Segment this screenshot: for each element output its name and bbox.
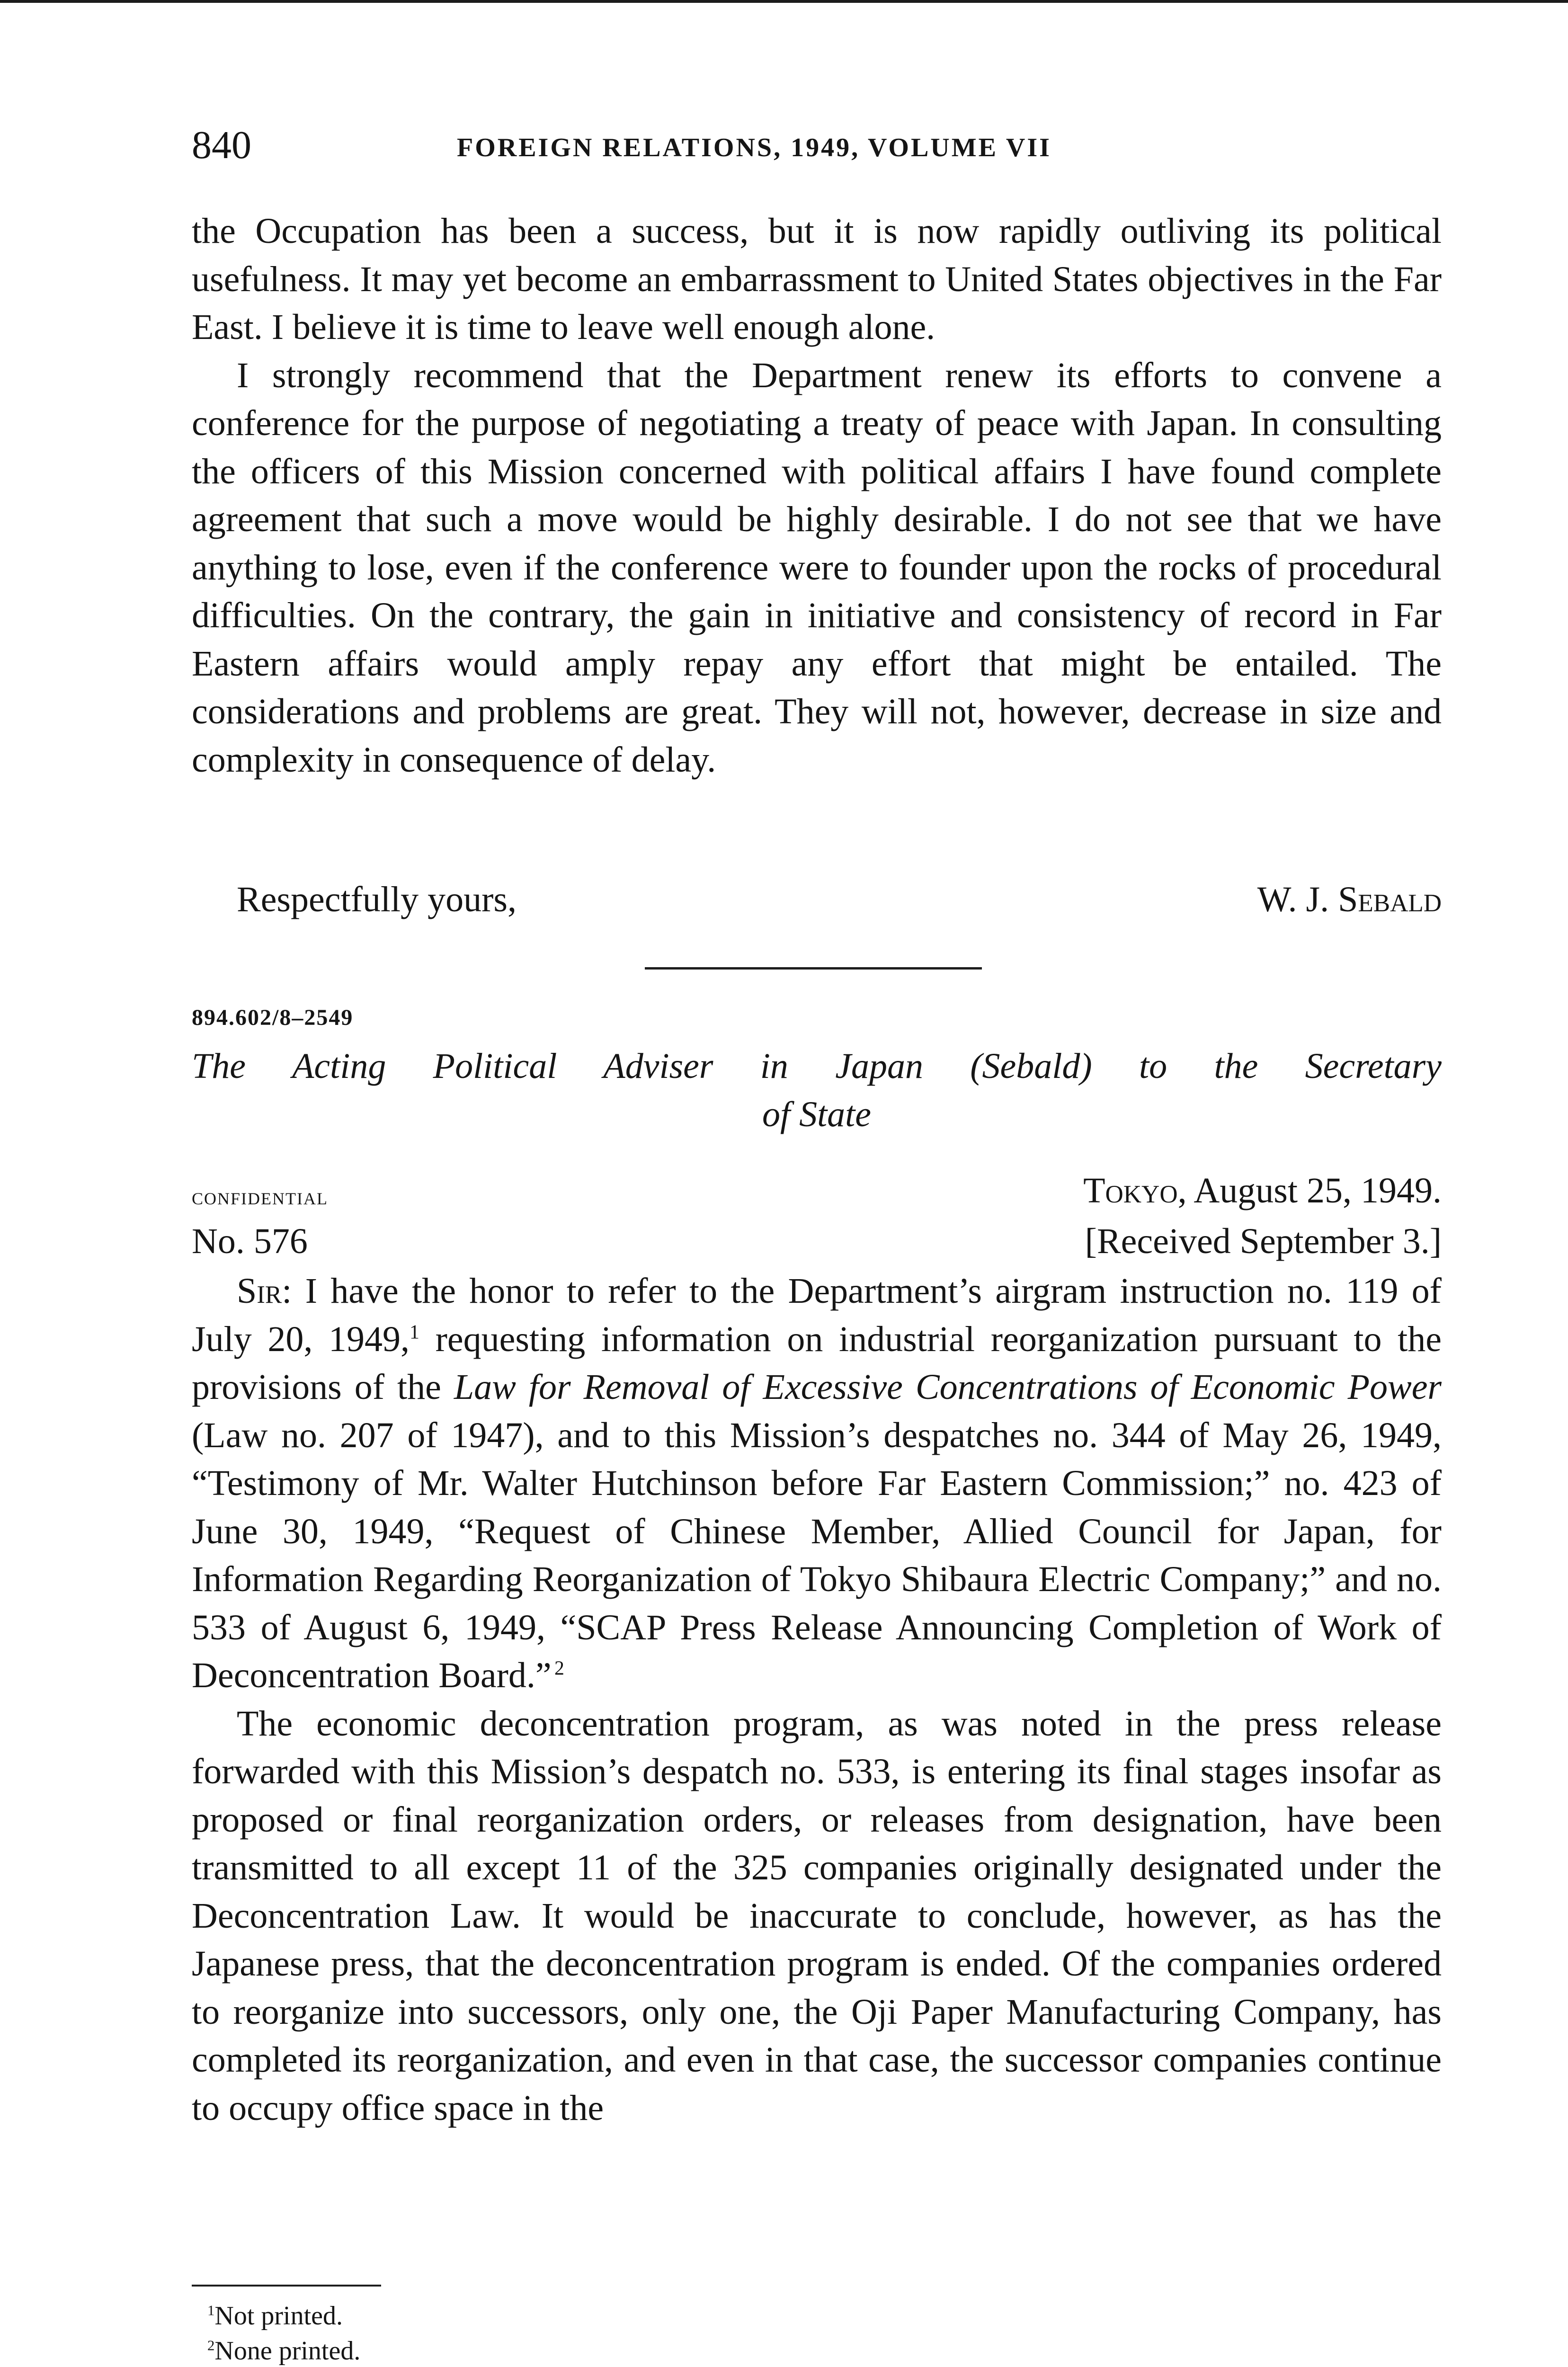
document-separator	[645, 967, 982, 970]
running-head	[192, 119, 1205, 171]
signature: W. J. Sebald	[1257, 880, 1442, 919]
footnote-ref-1: 1	[410, 1321, 419, 1344]
footnote-text-1: Not printed.	[214, 2301, 343, 2331]
recommendation-paragraph: I strongly recommend that the Department renew its efforts to convene a conference for the purpose of negotiating a treaty of peace with Japan. In consulting the officers of this Mission concerned with political affairs I have found complete agreement that such a move would be highly desirable. I do not see that we have anything to lose, even if the conference were to founder upon the rocks of procedural difficulties. On the contrary, the gain in initiative and consistency of record in Far Eastern affairs would amply repay any effort that might be entailed. The considerations and problems are great. They will not, however, decrease in size and complexity in consequence of delay.	[192, 355, 1442, 780]
footnotes	[207, 2298, 360, 2367]
law-title: Law for Removal of Excessive Concentrations of Economic Power	[454, 1367, 1442, 1407]
footnote-1	[207, 2298, 360, 2333]
paragraph-1-text-a: : I have the honor to refer to the Department’s airgram instruction no. 119 of July 20, 1949,	[192, 1271, 1442, 1359]
body-paragraph-1	[192, 1267, 1442, 1700]
footnote-rule	[192, 2285, 381, 2287]
body-paragraph-2: The economic deconcentration program, as was noted in the press release forwarded with this Mission’s despatch no. 533, is entering its final stages insofar as proposed or final reorganization orders, or releases from designation, have been transmitted to all except 11 of the 325 companies originally designated under the Deconcentration Law. It would be inaccurate to conclude, however, as has the Japanese press, that the deconcentration program is ended. Of the companies ordered to reorganize into successors, only one, the Oji Paper Manufacturing Company, has completed its reorganization, and even in that case, the successor companies continue to occupy office space in the	[192, 1703, 1442, 2128]
heading-line-1: The Acting Political Adviser in Japan (Sebald) to the Secretary	[192, 1046, 1442, 1086]
publication-title: FOREIGN RELATIONS, 1949, VOLUME VII	[457, 133, 1051, 162]
paragraph-1-text-b: requesting information on industrial reorganization pursuant to the provisions of the	[192, 1319, 1442, 1407]
heading-line-2: of State	[762, 1095, 872, 1134]
document-heading	[192, 1042, 1442, 1139]
place-date	[1083, 1167, 1442, 1214]
received-date: [Received September 3.]	[1085, 1221, 1442, 1261]
document-body	[192, 1267, 1442, 2132]
salutation: Sir	[237, 1271, 282, 1311]
closing-line	[237, 876, 1442, 925]
footnote-text-2: None printed.	[214, 2336, 361, 2366]
place: Tokyo	[1083, 1171, 1178, 1210]
date: , August 25, 1949.	[1177, 1171, 1442, 1210]
previous-document-body	[192, 207, 1442, 784]
footnote-mark-1: 1	[207, 2302, 215, 2319]
file-number: 894.602/8–2549	[192, 1005, 354, 1030]
continued-paragraph: the Occupation has been a success, but it is now rapidly outliving its political usefulness. It may yet become an embarrassment to United States objectives in the Far East. I believe it is time to leave well enough alone.	[192, 211, 1442, 347]
footnote-mark-2: 2	[207, 2337, 215, 2354]
complimentary-close: Respectfully yours,	[237, 880, 517, 919]
footnote-ref-2: 2	[554, 1657, 564, 1680]
classification: confidential	[192, 1183, 328, 1210]
page-number: 840	[192, 123, 251, 167]
despatch-number: No. 576	[192, 1221, 308, 1261]
top-page-border	[0, 0, 1568, 3]
paragraph-1-text-c: (Law no. 207 of 1947), and to this Mission’s despatches no. 344 of May 26, 1949, “Testimony of Mr. Walter Hutchinson before Far Eastern Commission;” no. 423 of June 30, 1949, “Request of Chinese Member, Allied Council for Japan, for Information Regarding Reorganization of Tokyo Shibaura Electric Company;” and no. 533 of August 6, 1949, “SCAP Press Release Announcing Completion of Work of Deconcentration Board.”	[192, 1415, 1442, 1695]
footnote-2	[207, 2333, 360, 2367]
